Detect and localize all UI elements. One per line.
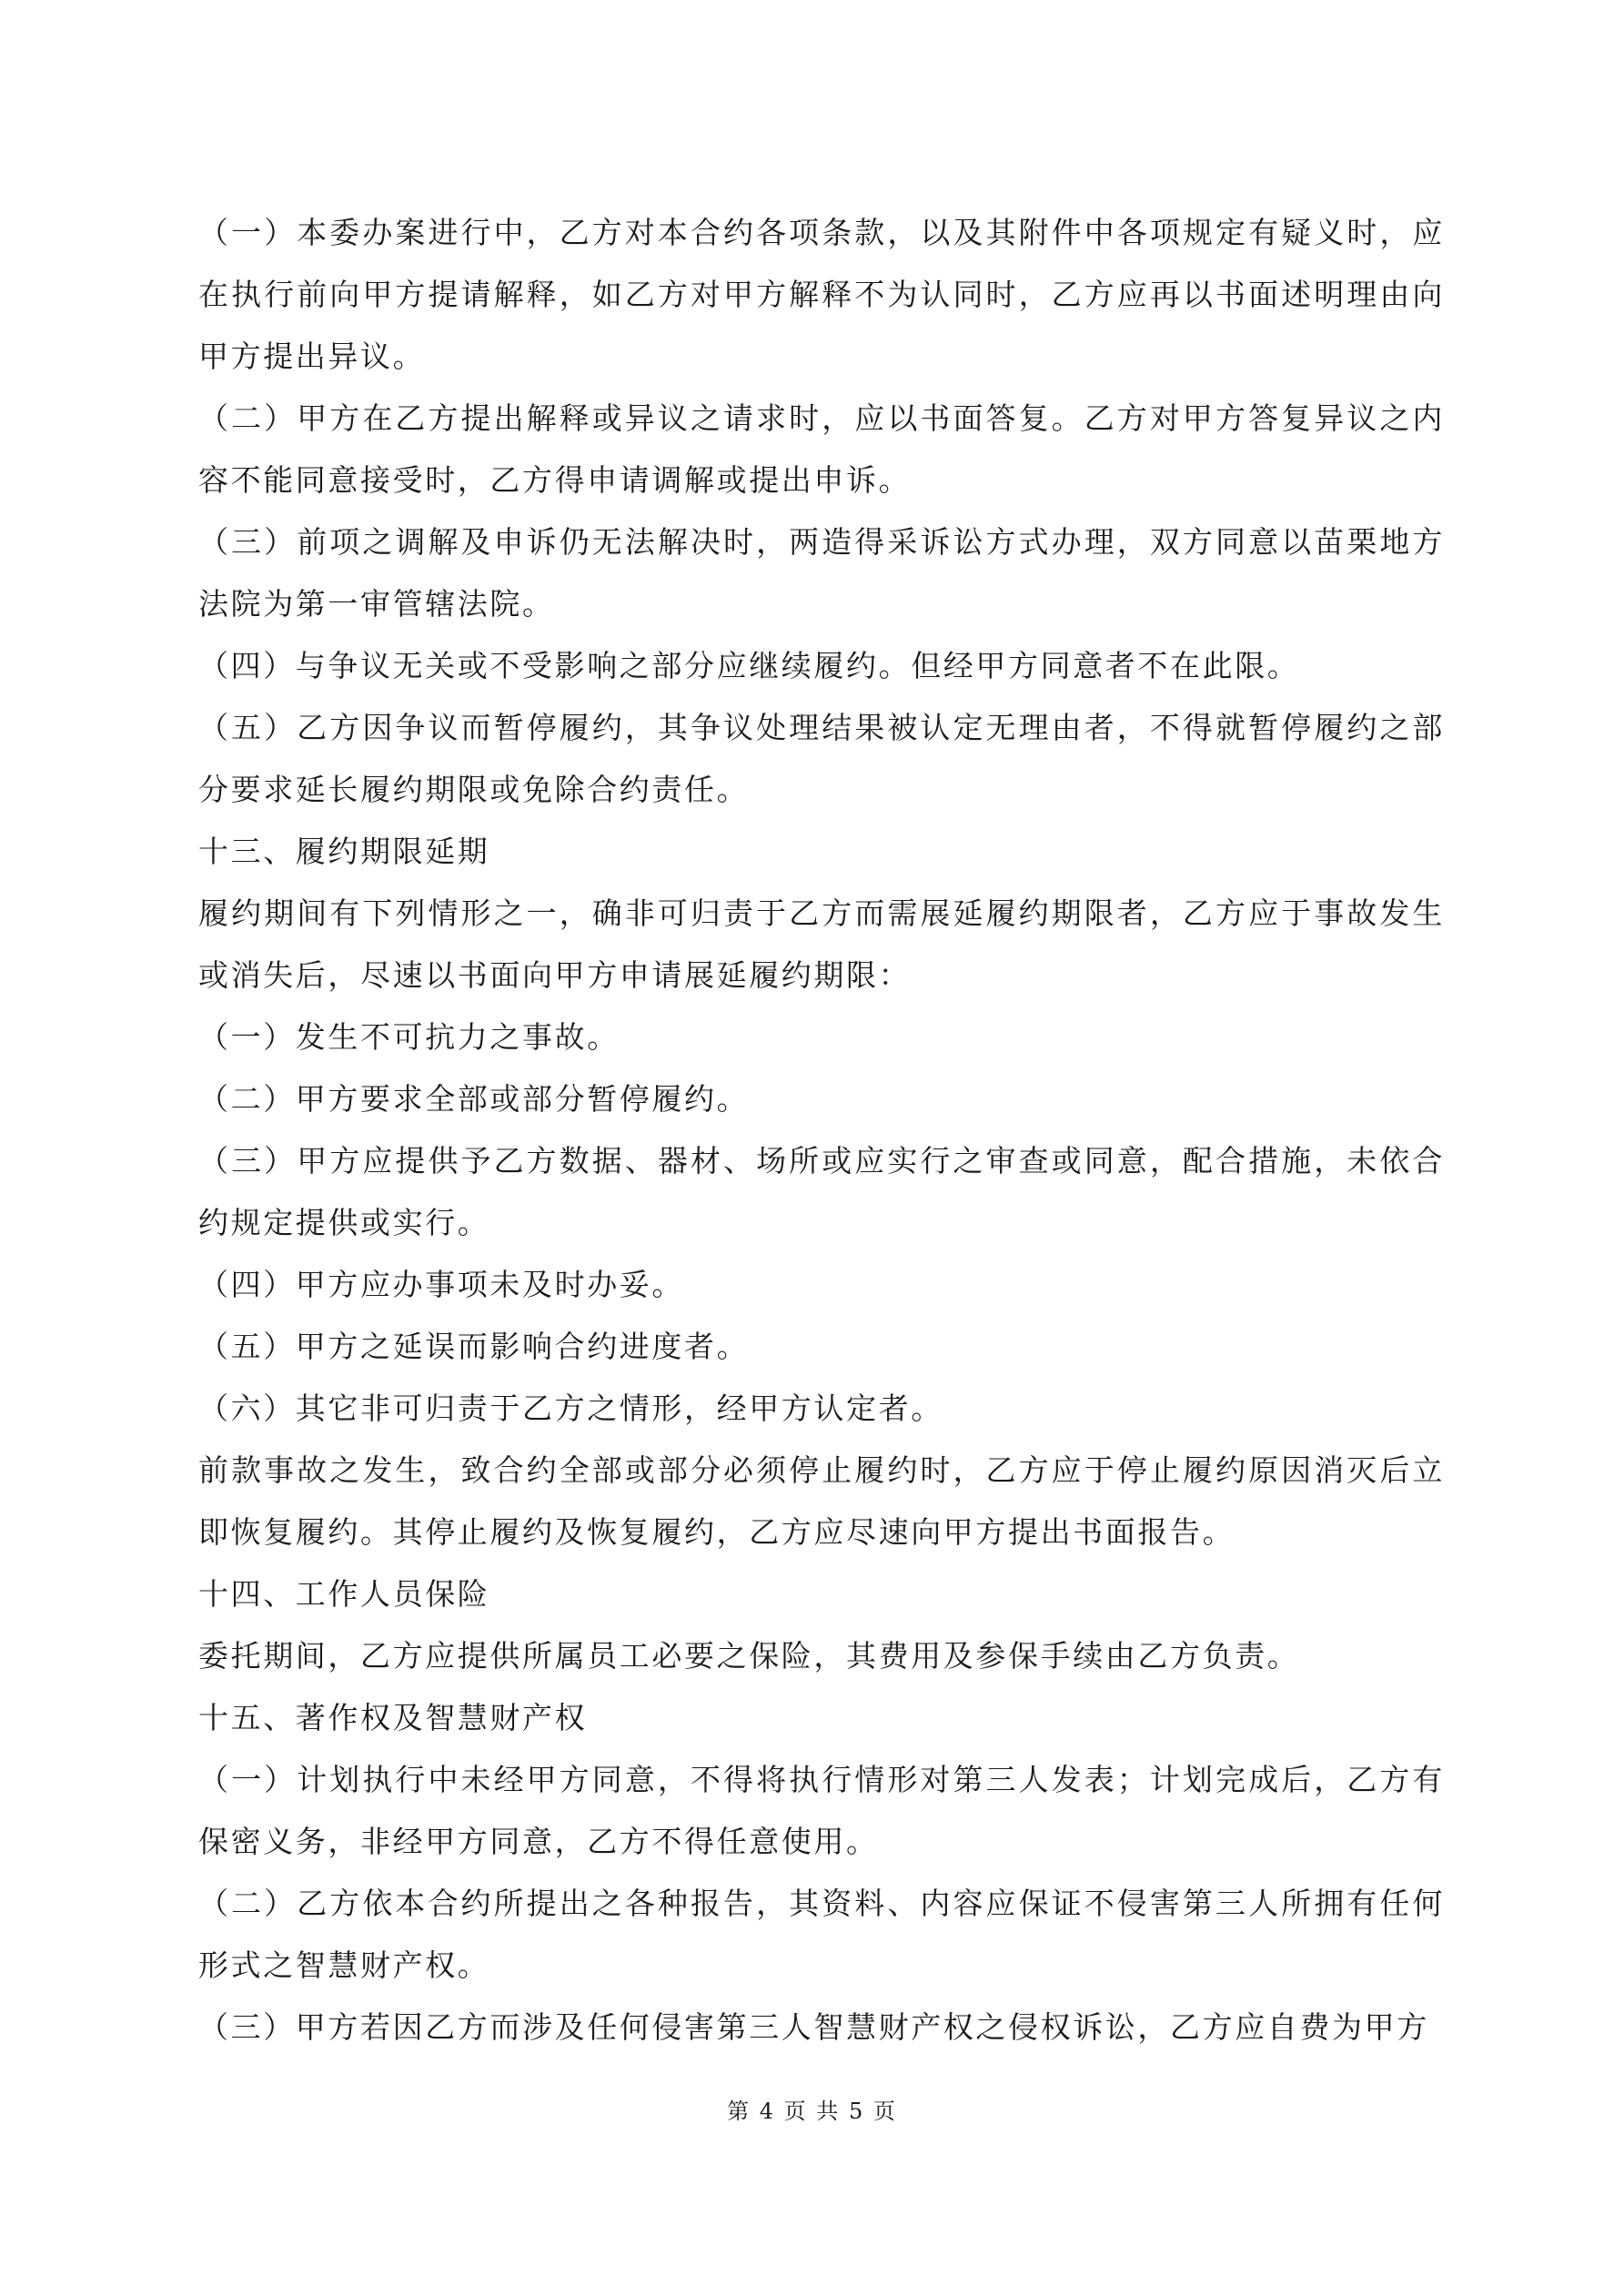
section-heading: 十四、工作人员保险 — [198, 1576, 490, 1612]
paragraph: 前款事故之发生，致合约全部或部分必须停止履约时，乙方应于停止履约原因消灭后立即恢复履约。其停止履约及恢复履约，乙方应尽速向甲方提出书面报告。 — [198, 1452, 1445, 1550]
paragraph: （一）本委办案进行中，乙方对本合约各项条款，以及其附件中各项规定有疑义时，应在执行前向甲方提请解释，如乙方对甲方解释不为认同时，乙方应再以书面述明理由向甲方提出异议。 — [198, 215, 1445, 374]
paragraph: （一）发生不可抗力之事故。 — [198, 1019, 620, 1055]
paragraph: （二）甲方在乙方提出解释或异议之请求时，应以书面答复。乙方对甲方答复异议之内容不能同意接受时，乙方得申请调解或提出申诉。 — [198, 400, 1445, 498]
paragraph: 委托期间，乙方应提供所属员工必要之保险，其费用及参保手续由乙方负责。 — [198, 1638, 1300, 1674]
paragraph: 履约期间有下列情形之一，确非可归责于乙方而需展延履约期限者，乙方应于事故发生或消失后，尽速以书面向甲方申请展延履约期限： — [198, 895, 1445, 993]
paragraph: （二）乙方依本合约所提出之各种报告，其资料、内容应保证不侵害第三人所拥有任何形式之智慧财产权。 — [198, 1886, 1445, 1983]
paragraph: （四）甲方应办事项未及时办妥。 — [198, 1267, 684, 1302]
paragraph: （四）与争议无关或不受影响之部分应继续履约。但经甲方同意者不在此限。 — [198, 648, 1300, 683]
paragraph: （三）甲方若因乙方而涉及任何侵害第三人智慧财产权之侵权诉讼，乙方应自费为甲方 — [198, 2009, 1429, 2045]
paragraph: （五）乙方因争议而暂停履约，其争议处理结果被认定无理由者，不得就暂停履约之部分要求延长履约期限或免除合约责任。 — [198, 710, 1445, 807]
paragraph: （六）其它非可归责于乙方之情形，经甲方认定者。 — [198, 1391, 943, 1426]
page-footer: 第 4 页 共 5 页 — [727, 2099, 897, 2124]
paragraph: （三）前项之调解及申诉仍无法解决时，两造得采诉讼方式办理，双方同意以苗栗地方法院为第一审管辖法院。 — [198, 524, 1445, 622]
paragraph: （三）甲方应提供予乙方数据、器材、场所或应实行之审查或同意，配合措施，未依合约规定提供或实行。 — [198, 1143, 1445, 1240]
section-heading: 十三、履约期限延期 — [198, 834, 490, 869]
paragraph: （一）计划执行中未经甲方同意，不得将执行情形对第三人发表；计划完成后，乙方有保密义务，非经甲方同意，乙方不得任意使用。 — [198, 1762, 1445, 1859]
section-heading: 十五、著作权及智慧财产权 — [198, 1700, 588, 1735]
document-body — [198, 202, 1445, 2058]
paragraph: （五）甲方之延误而影响合约进度者。 — [198, 1329, 750, 1364]
paragraph: （二）甲方要求全部或部分暂停履约。 — [198, 1081, 750, 1117]
